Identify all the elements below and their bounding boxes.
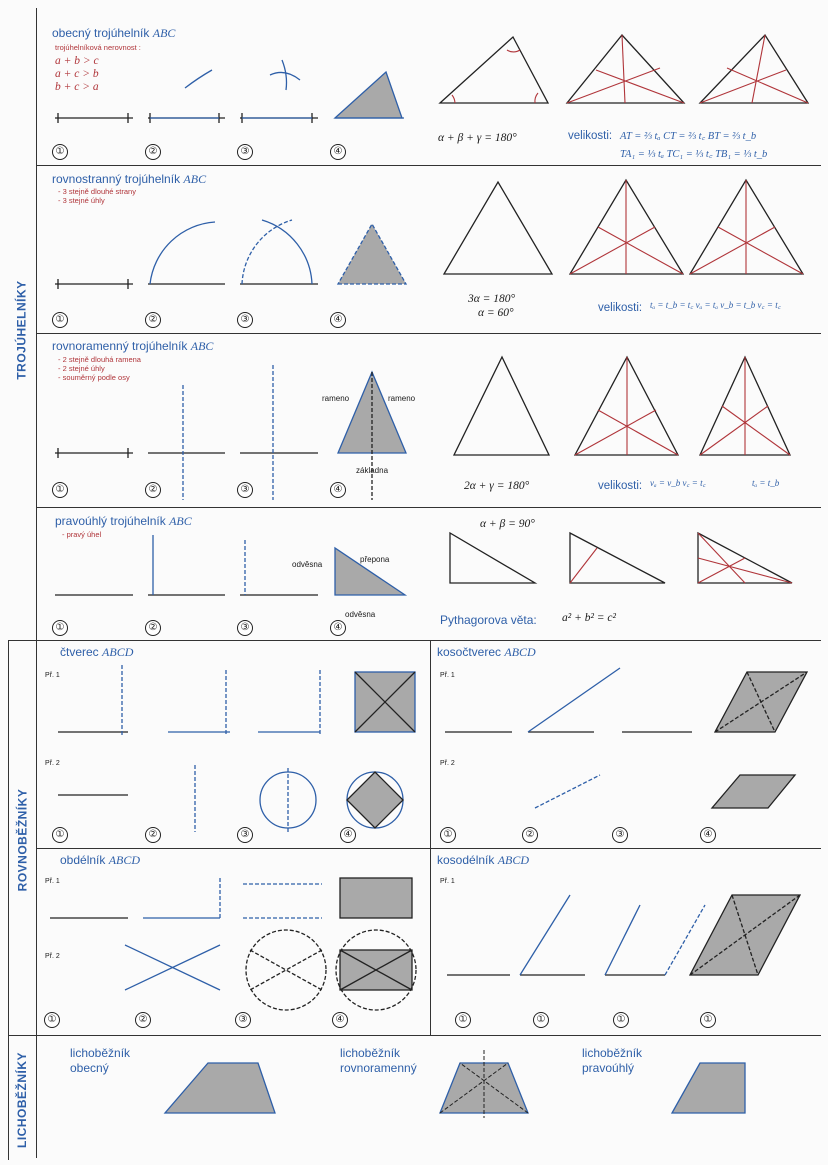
step-4-rectangle: ④: [332, 1012, 348, 1028]
step-3-general: ③: [237, 144, 253, 160]
pythagoras-formula: a² + b² = c²: [562, 612, 616, 624]
right-title: pravoúhlý trojúhelník ABC: [55, 514, 192, 528]
step-4-equilateral: ④: [330, 312, 346, 328]
step-4-square: ④: [340, 827, 356, 843]
rhombus-ex1: Př. 1: [440, 672, 455, 679]
general-note: trojúhelníková nerovnost :: [55, 43, 141, 52]
equilateral-eq1: 3α = 180°: [468, 293, 516, 305]
step-3-right: ③: [237, 620, 253, 636]
square-ex1: Př. 1: [45, 672, 60, 679]
rectangle-ex1: Př. 1: [45, 878, 60, 885]
step-2-right: ②: [145, 620, 161, 636]
general-size-2: TA₁ = ⅓ tₐ TC₁ = ⅓ t꜀ TB₁ = ⅓ t_b: [620, 149, 768, 160]
step-2-equilateral: ②: [145, 312, 161, 328]
step-1-isosceles: ①: [52, 482, 68, 498]
step-2-general: ②: [145, 144, 161, 160]
step-3-isosceles: ③: [237, 482, 253, 498]
step-3-square: ③: [237, 827, 253, 843]
rhombus-ex2: Př. 2: [440, 760, 455, 767]
isosceles-title: rovnoramenný trojúhelník ABC: [52, 339, 214, 353]
step-1-equilateral: ①: [52, 312, 68, 328]
step-3-rectangle: ③: [235, 1012, 251, 1028]
isosceles-note: - 2 stejně dlouhá ramena - 2 stejné úhly - souměrný podle osy: [58, 355, 141, 382]
step-1-square: ①: [52, 827, 68, 843]
square-title: čtverec ABCD: [60, 645, 134, 659]
step-4-general: ④: [330, 144, 346, 160]
isosceles-arm-right: rameno: [388, 394, 416, 403]
step-1-rhomboid: ①: [455, 1012, 471, 1028]
step-1-general: ①: [52, 144, 68, 160]
isosceles-arm-left: rameno: [322, 394, 350, 403]
general-size-1: AT = ⅔ tₐ CT = ⅔ t꜀ BT = ⅔ t_b: [620, 131, 757, 142]
right-leg-label: odvěsna: [292, 560, 323, 569]
rhomboid-ex1: Př. 1: [440, 878, 455, 885]
trapezoid-isosceles-title: lichoběžník rovnoramenný: [340, 1046, 417, 1075]
rectangle-title: obdélník ABCD: [60, 853, 141, 867]
rhomboid-title: kosodélník ABCD: [437, 853, 530, 867]
isosceles-sizes: vₐ = v_b v꜀ = t꜀: [650, 478, 706, 488]
general-angle-sum: α + β + γ = 180°: [438, 132, 517, 144]
step-4-right: ④: [330, 620, 346, 636]
equilateral-note: - 3 stejně dlouhé strany - 3 stejné úhly: [58, 187, 136, 205]
step-3-rhombus: ③: [612, 827, 628, 843]
step-1-right: ①: [52, 620, 68, 636]
equilateral-sizes-label: velikosti:: [598, 302, 643, 314]
equilateral-title: rovnostranný trojúhelník ABC: [52, 172, 207, 186]
general-title: obecný trojúhelník ABC: [52, 26, 176, 40]
rectangle-ex2: Př. 2: [45, 953, 60, 960]
step-4-isosceles: ④: [330, 482, 346, 498]
right-angle-eq: α + β = 90°: [480, 518, 535, 530]
step-4-rhomboid: ①: [700, 1012, 716, 1028]
step-3-equilateral: ③: [237, 312, 253, 328]
step-2-rectangle: ②: [135, 1012, 151, 1028]
step-2-square: ②: [145, 827, 161, 843]
band-trapezoids-label: LICHOBĚŽNÍKY: [15, 1052, 29, 1148]
isosceles-sizes-2: tₐ = t_b: [752, 478, 780, 488]
isosceles-base: základna: [356, 466, 389, 475]
step-3-rhomboid: ①: [613, 1012, 629, 1028]
right-note: - pravý úhel: [62, 530, 102, 539]
trapezoid-general-title: lichoběžník obecný: [70, 1046, 131, 1075]
equilateral-sizes: tₐ = t_b = t꜀ vₐ = tₐ v_b = t_b v꜀ = t꜀: [650, 300, 781, 310]
right-hyp-label: přepona: [360, 555, 390, 564]
general-inequalities: a + b > c a + c > b b + c > a: [55, 55, 99, 93]
right-leg-label-2: odvěsna: [345, 610, 376, 619]
band-parallelograms-label: ROVNOBĚŽNÍKY: [15, 788, 29, 892]
band-triangles-label: TROJÚHELNÍKY: [15, 280, 29, 380]
pythagoras-label: Pythagorova věta:: [440, 613, 537, 627]
step-2-rhombus: ②: [522, 827, 538, 843]
rhombus-title: kosočtverec ABCD: [437, 645, 536, 659]
step-1-rectangle: ①: [44, 1012, 60, 1028]
step-4-rhombus: ④: [700, 827, 716, 843]
isosceles-sizes-label: velikosti:: [598, 480, 643, 492]
isosceles-eq: 2α + γ = 180°: [464, 480, 530, 492]
trapezoid-right-title: lichoběžník pravoúhlý: [582, 1046, 643, 1075]
step-2-rhomboid: ①: [533, 1012, 549, 1028]
square-ex2: Př. 2: [45, 760, 60, 767]
step-1-rhombus: ①: [440, 827, 456, 843]
general-sizes-label: velikosti:: [568, 130, 613, 142]
equilateral-eq2: α = 60°: [478, 307, 514, 319]
step-2-isosceles: ②: [145, 482, 161, 498]
